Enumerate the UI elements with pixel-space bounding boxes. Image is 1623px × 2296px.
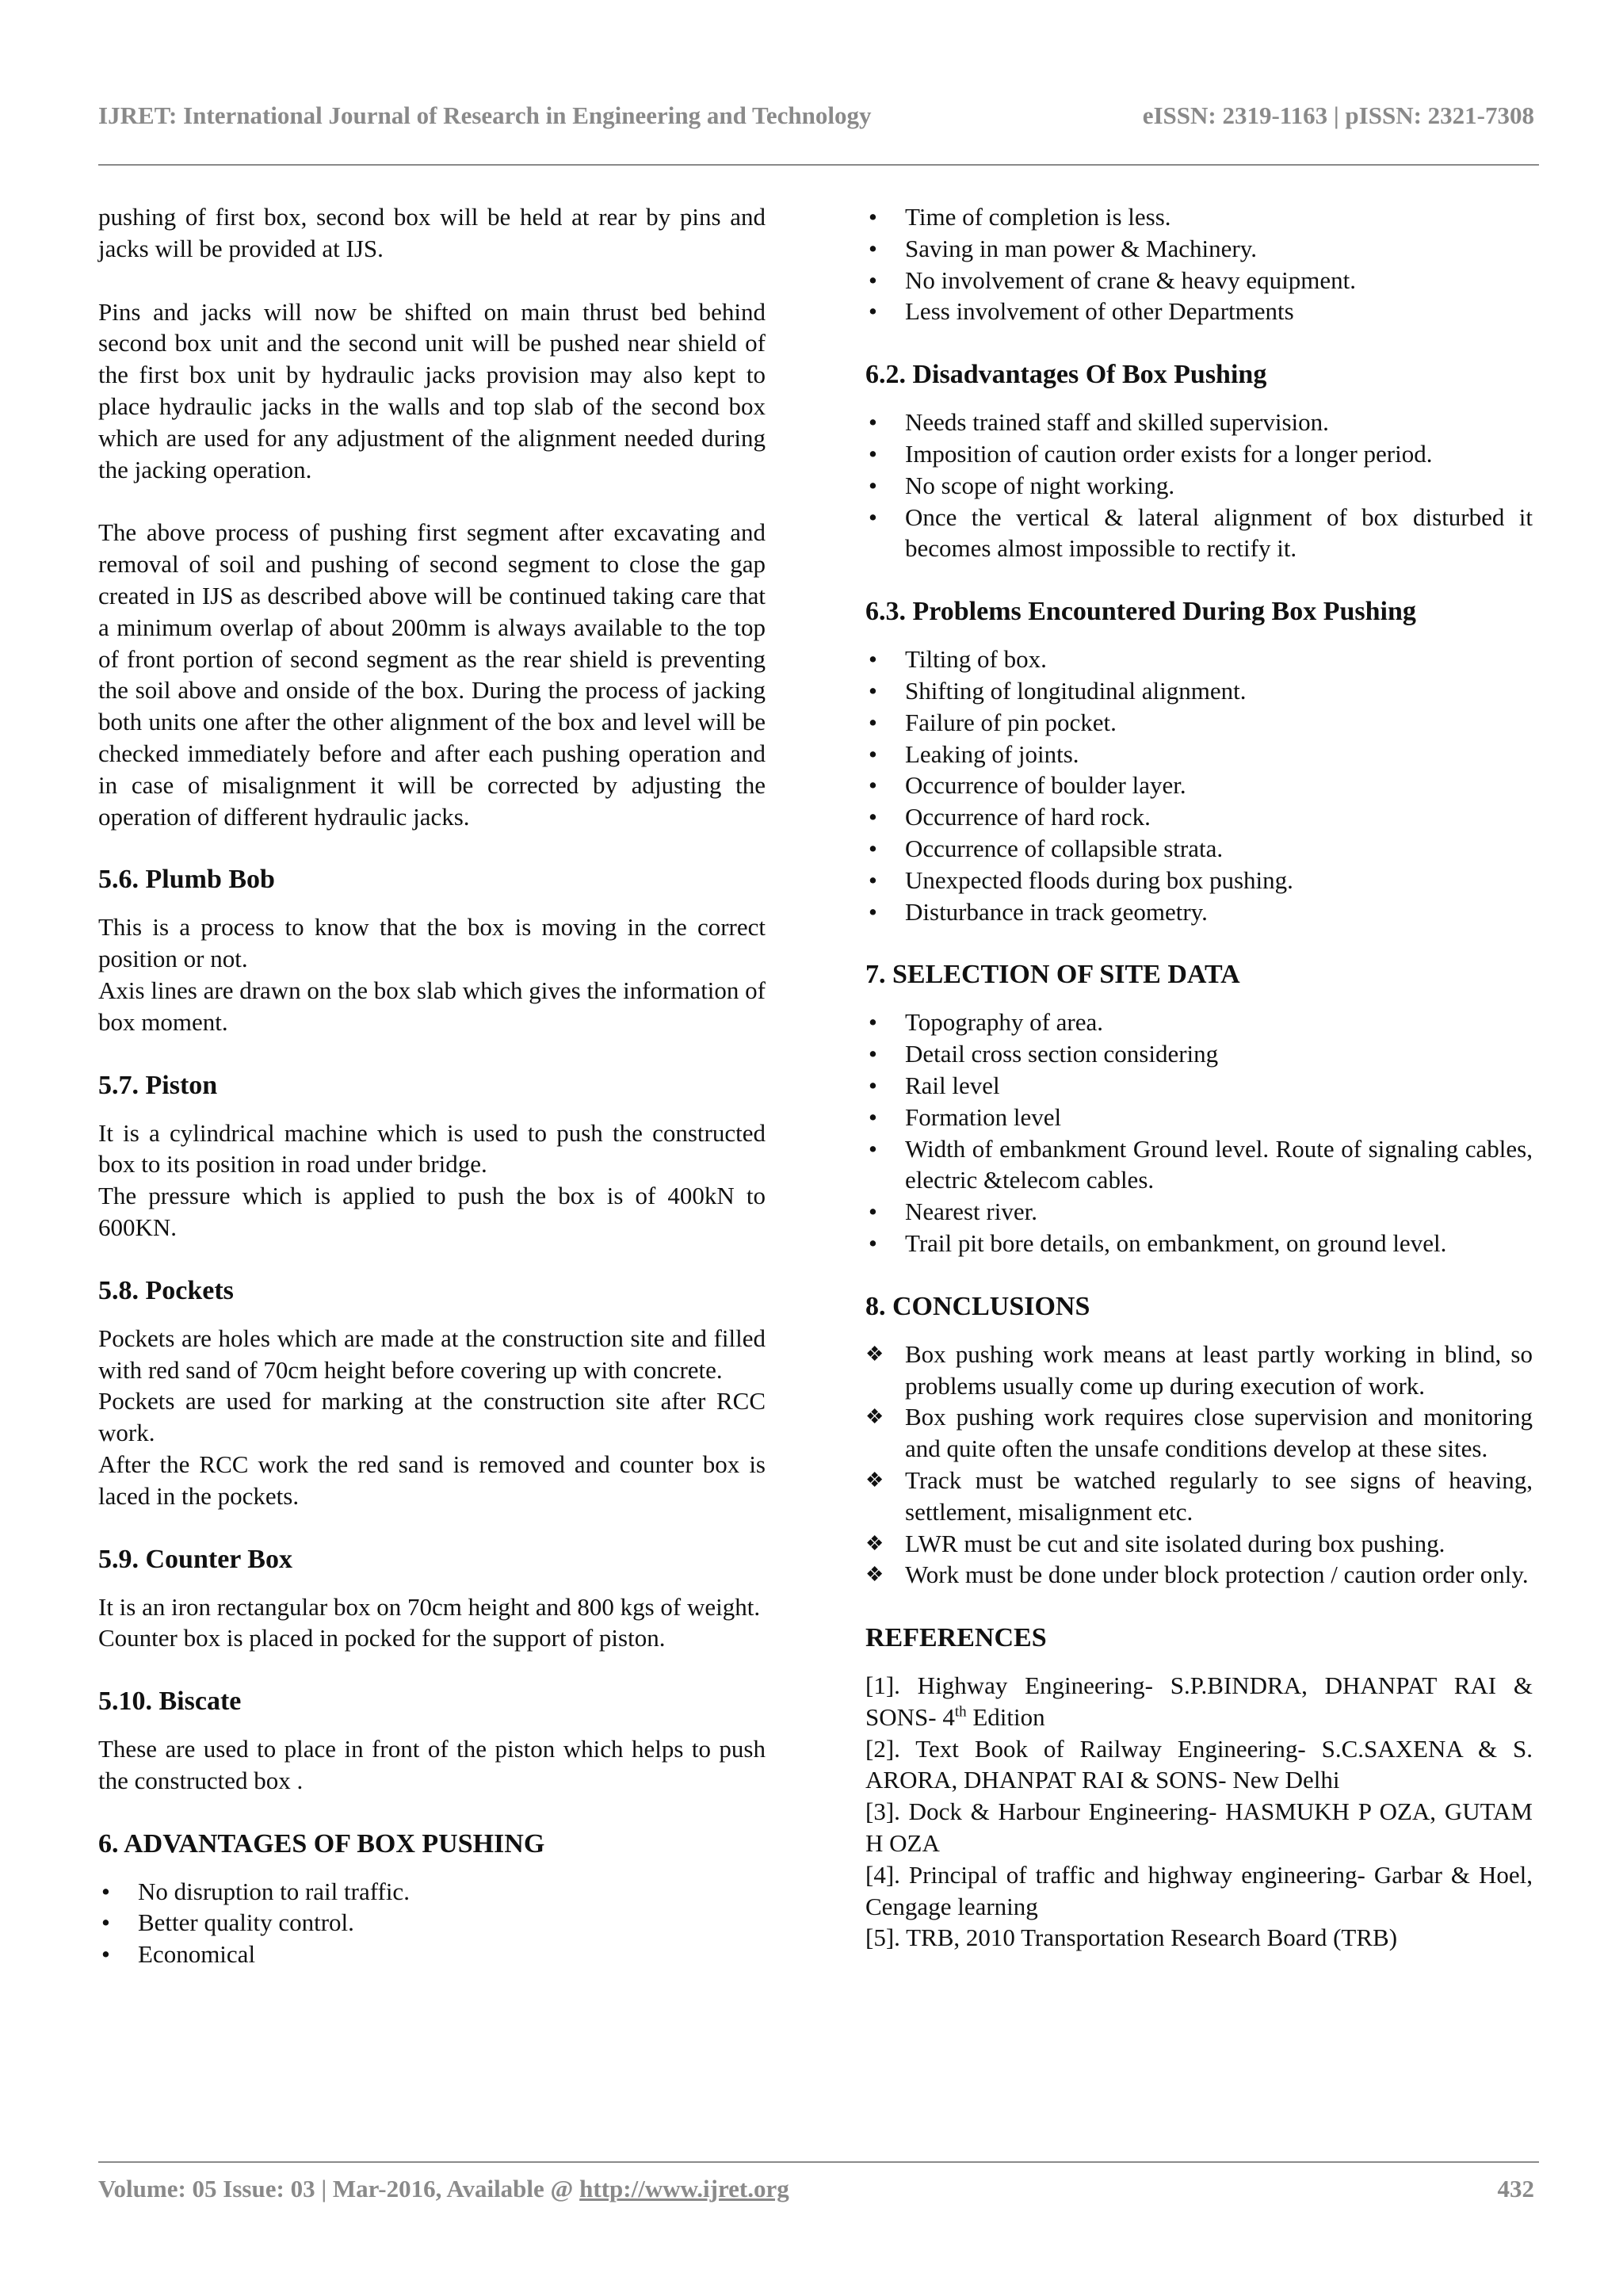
list-item: • Less involvement of other Departments: [865, 296, 1533, 327]
section-piston: [98, 1070, 766, 1244]
list-item: ❖ LWR must be cut and site isolated during box pushing.: [865, 1528, 1533, 1560]
section-heading: 5.7. Piston: [98, 1070, 218, 1100]
paragraph: The pressure which is applied to push the box is of 400kN to 600KN.: [98, 1182, 766, 1241]
section-biscate: [98, 1686, 766, 1797]
list-item: • Topography of area.: [865, 1007, 1533, 1038]
list-item: • No scope of night working.: [865, 470, 1533, 502]
page-number: 432: [1497, 2175, 1534, 2202]
reference-text: [1]. Highway Engineering- S.P.BINDRA, DHANPAT RAI & SONS- 4: [865, 1671, 1533, 1731]
list-item: • Rail level: [865, 1070, 1533, 1102]
section-counter-box: [98, 1544, 766, 1655]
section-heading: 5.6. Plumb Bob: [98, 865, 275, 895]
paragraph: Pins and jacks will now be shifted on main thrust bed behind second box unit and the second unit will be pushed near shield of the first box unit by hydraulic jacks provision may also kept to place hydraulic jacks in the walls and top slab of the second box which are used for any adjustment of the alignment needed during the jacking operation.: [98, 297, 766, 483]
right-column: [865, 201, 1533, 1954]
header-rule: [98, 164, 1539, 166]
list-item: • Unexpected floods during box pushing.: [865, 865, 1533, 896]
section-advantages: [98, 1828, 766, 1970]
paragraph: It is an iron rectangular box on 70cm height and 800 kgs of weight.: [98, 1592, 761, 1621]
reference-text: Edition: [966, 1702, 1045, 1731]
footer-volume-text: Volume: 05 Issue: 03 | Mar-2016, Available @: [98, 2175, 580, 2202]
list-item: • Width of embankment Ground level. Route of signaling cables, electric &telecom cables.: [865, 1133, 1533, 1197]
list-item: ❖ Box pushing work means at least partly working in blind, so problems usually come up during execution of work.: [865, 1339, 1533, 1402]
section-conclusions: [865, 1291, 1533, 1591]
list-item: • Imposition of caution order exists for a longer period.: [865, 438, 1533, 470]
journal-title: IJRET: International Journal of Research in Engineering and Technology: [98, 101, 872, 129]
list-item: • Occurrence of hard rock.: [865, 801, 1533, 833]
paragraph: Pockets are holes which are made at the construction site and filled with red sand of 70cm height before covering up with concrete.: [98, 1324, 766, 1384]
section-references: [865, 1622, 1533, 1954]
site-data-list: [865, 1007, 1533, 1259]
section-heading: 6.3. Problems Encountered During Box Pushing: [865, 597, 1416, 627]
section-heading: REFERENCES: [865, 1623, 1047, 1653]
paragraph: These are used to place in front of the piston which helps to push the constructed box .: [98, 1735, 766, 1794]
list-item: • Shifting of longitudinal alignment.: [865, 675, 1533, 707]
section-pockets: [98, 1275, 766, 1512]
advantages-list: [98, 1876, 766, 1970]
reference-item: [4]. Principal of traffic and highway engineering- Garbar & Hoel, Cengage learning: [865, 1860, 1533, 1920]
page-footer: [98, 2175, 1534, 2214]
paragraph: After the RCC work the red sand is removed and counter box is laced in the pockets.: [98, 1450, 766, 1510]
paragraph: Pockets are used for marking at the construction site after RCC work.: [98, 1387, 766, 1447]
list-item: • Nearest river.: [865, 1196, 1533, 1228]
list-item: • Needs trained staff and skilled supervision.: [865, 407, 1533, 438]
section-heading: 5.10. Biscate: [98, 1687, 242, 1717]
list-item: • Better quality control.: [98, 1907, 766, 1939]
section-disadvantages: [865, 359, 1533, 564]
paragraph: Axis lines are drawn on the box slab which gives the information of box moment.: [98, 976, 766, 1036]
advantages-list-continued: [865, 201, 1533, 327]
list-item: ❖ Work must be done under block protection / caution order only.: [865, 1559, 1533, 1591]
list-item: • No disruption to rail traffic.: [98, 1876, 766, 1908]
section-site-data: [865, 959, 1533, 1259]
list-item: • Once the vertical & lateral alignment of box disturbed it becomes almost impossible to rectify it.: [865, 502, 1533, 565]
list-item: • Saving in man power & Machinery.: [865, 233, 1533, 265]
journal-issn: eISSN: 2319-1163 | pISSN: 2321-7308: [1142, 101, 1534, 129]
list-item: • Disturbance in track geometry.: [865, 896, 1533, 928]
section-heading: 5.9. Counter Box: [98, 1544, 292, 1574]
paragraph: This is a process to know that the box is moving in the correct position or not.: [98, 913, 766, 973]
section-heading: 5.8. Pockets: [98, 1275, 234, 1305]
paragraph: Counter box is placed in pocked for the support of piston.: [98, 1624, 666, 1652]
footer-rule: [98, 2161, 1539, 2163]
paragraph: It is a cylindrical machine which is used to push the constructed box to its position in road under bridge.: [98, 1118, 766, 1179]
list-item: • No involvement of crane & heavy equipment.: [865, 265, 1533, 296]
conclusions-list: [865, 1339, 1533, 1591]
section-heading: 7. SELECTION OF SITE DATA: [865, 960, 1240, 990]
problems-list: [865, 644, 1533, 927]
reference-item: [3]. Dock & Harbour Engineering- HASMUKH P OZA, GUTAM H OZA: [865, 1797, 1533, 1858]
list-item: ❖ Box pushing work requires close supervision and monitoring and quite often the unsafe conditions develop at these sites.: [865, 1401, 1533, 1465]
journal-link[interactable]: http://www.ijret.org: [579, 2175, 789, 2202]
list-item: • Occurrence of collapsible strata.: [865, 833, 1533, 865]
list-item: • Occurrence of boulder layer.: [865, 770, 1533, 801]
page-header: [98, 94, 1534, 141]
reference-item: [2]. Text Book of Railway Engineering- S.C.SAXENA & S. ARORA, DHANPAT RAI & SONS- New Delhi: [865, 1734, 1533, 1794]
list-item: • Detail cross section considering: [865, 1038, 1533, 1070]
reference-superscript: th: [954, 1703, 967, 1721]
reference-item: [5]. TRB, 2010 Transportation Research Board (TRB): [865, 1924, 1398, 1952]
list-item: • Leaking of joints.: [865, 739, 1533, 770]
disadvantages-list: [865, 407, 1533, 564]
list-item: • Failure of pin pocket.: [865, 707, 1533, 739]
section-problems: [865, 596, 1533, 927]
section-heading: 6.2. Disadvantages Of Box Pushing: [865, 360, 1267, 390]
list-item: • Trail pit bore details, on embankment, on ground level.: [865, 1228, 1533, 1259]
footer-volume: [98, 2175, 789, 2203]
list-item: • Time of completion is less.: [865, 201, 1533, 233]
reference-item: [865, 1670, 1533, 1733]
left-column: [98, 201, 766, 1970]
section-plumb-bob: [98, 864, 766, 1037]
list-item: • Tilting of box.: [865, 644, 1533, 675]
paragraph: The above process of pushing first segment after excavating and removal of soil and pushing of second segment to close the gap created in IJS as described above will be continued taking care that a minimum overlap of about 200mm is always available to the top of front portion of second segment as the rear shield is preventing the soil above and onside of the box. During the process of jacking both units one after the other alignment of the box and level will be checked immediately before and after each pushing operation and in case of misalignment it will be corrected by adjusting the operation of different hydraulic jacks.: [98, 518, 766, 831]
list-item: • Economical: [98, 1939, 766, 1970]
paragraph: pushing of first box, second box will be held at rear by pins and jacks will be provided at IJS.: [98, 203, 766, 262]
list-item: ❖ Track must be watched regularly to see signs of heaving, settlement, misalignment etc.: [865, 1465, 1533, 1528]
list-item: • Formation level: [865, 1102, 1533, 1133]
section-heading: 8. CONCLUSIONS: [865, 1291, 1090, 1321]
section-heading: 6. ADVANTAGES OF BOX PUSHING: [98, 1828, 545, 1859]
